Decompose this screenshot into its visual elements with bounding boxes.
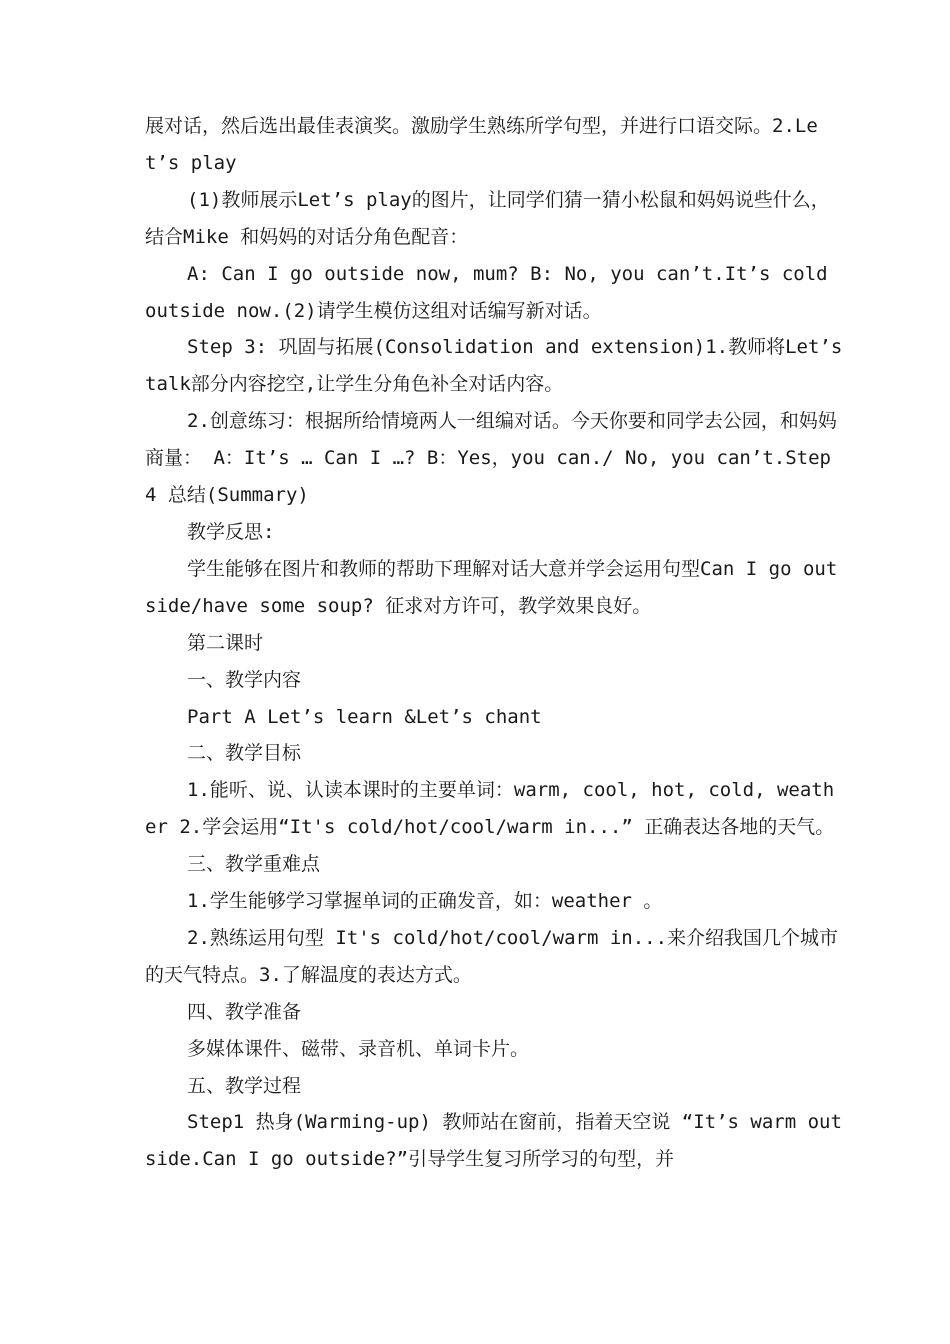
section-heading: 一、教学内容 bbox=[187, 668, 302, 691]
document-body bbox=[145, 108, 845, 1178]
paragraph: 多媒体课件、磁带、录音机、单词卡片。 bbox=[187, 1037, 530, 1060]
paragraph: 1.能听、说、认读本课时的主要单词：warm, cool, hot, cold, weather 2.学会运用“It's cold/hot/cool/warm in...” 正确表达各地的天气。 bbox=[145, 779, 835, 839]
paragraph: Part A Let’s learn &Let’s chant bbox=[187, 705, 542, 728]
section-heading: 二、教学目标 bbox=[187, 742, 302, 765]
paragraph: 学生能够在图片和教师的帮助下理解对话大意并学会运用句型Can I go outside/have some soup? 征求对方许可，教学效果良好。 bbox=[145, 557, 838, 617]
paragraph: Step 3: 巩固与拓展(Consolidation and extension)1.教师将Let’s talk部分内容挖空,让学生分角色补全对话内容。 bbox=[145, 336, 843, 396]
section-heading: 四、教学准备 bbox=[187, 1000, 302, 1023]
paragraph: 展对话，然后选出最佳表演奖。激励学生熟练所学句型，并进行口语交际。2.Let’s play bbox=[145, 115, 818, 174]
paragraph: Step1 热身(Warming-up) 教师站在窗前，指着天空说 “It’s warm outside.Can I go outside?”引导学生复习所学习的句型，并 bbox=[145, 1111, 842, 1171]
paragraph: 2.创意练习：根据所给情境两人一组编对话。今天你要和同学去公园，和妈妈商量： A：It’s … Can I …? B：Yes，you can./ No, you can’t.Step 4 总结(Summary) bbox=[145, 410, 837, 507]
paragraph: 2.熟练运用句型 It's cold/hot/cool/warm in...来介绍我国几个城市的天气特点。3.了解温度的表达方式。 bbox=[145, 926, 839, 986]
paragraph: 1.学生能够学习掌握单词的正确发音，如：weather 。 bbox=[187, 890, 663, 913]
paragraph: 教学反思: bbox=[187, 520, 275, 543]
paragraph: (1)教师展示Let’s play的图片，让同学们猜一猜小松鼠和妈妈说些什么，结合Mike 和妈妈的对话分角色配音： bbox=[145, 188, 830, 248]
section-heading: 五、教学过程 bbox=[187, 1074, 302, 1097]
paragraph: A: Can I go outside now, mum? B: No, you can’t.It’s cold outside now.(2)请学生模仿这组对话编写新对话。 bbox=[145, 262, 828, 322]
section-heading: 三、教学重难点 bbox=[187, 853, 321, 876]
section-heading: 第二课时 bbox=[187, 631, 264, 654]
